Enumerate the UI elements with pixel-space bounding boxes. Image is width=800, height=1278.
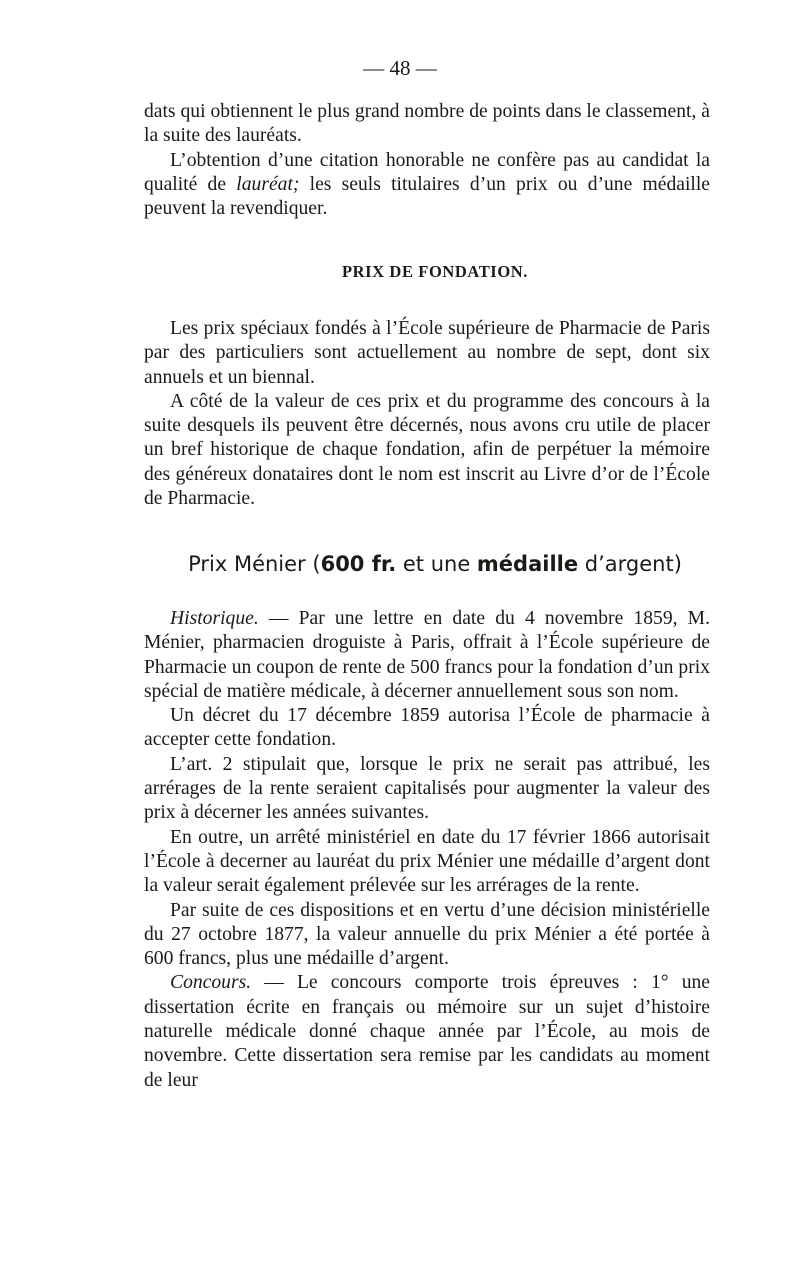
section-block (144, 317, 710, 511)
historique-text: — Par une lettre en date du 4 novembre 1859, M. Ménier, pharmacien droguiste à Paris, offrait à l’École supérieure de Pharmacie un coupon de rente de 500 francs pour la fondation d’un prix spécial de matière médicale, à décerner annuellement sous son nom. (144, 608, 710, 702)
intro-p2-end: les seuls titulaires d’un prix ou d’une médaille peuvent la revendiquer. (144, 173, 711, 220)
section-paragraph-2: A côté de la valeur de ces prix et du programme des concours à la suite desquels ils peuvent être décernés, nous avons cru utile de placer un bref historique de chaque fondation, afin de perpétuer la mémoire des généreux donataires dont le nom est inscrit au Livre d’or de l’École de Pharmacie. (144, 390, 710, 510)
intro-p2-start: L’obtention d’une citation honorable ne confère pas au candidat la qualité de (144, 149, 710, 195)
prize-title-part3: et une (396, 552, 477, 576)
suite-paragraph: Par suite de ces dispositions et en vertu d’une décision ministérielle du 27 octobre 1877, la valeur annuelle du prix Ménier a été portée à 600 francs, plus une médaille d’argent. (144, 899, 710, 970)
decret-paragraph: Un décret du 17 décembre 1859 autorisa l’École de pharmacie à accepter cette fondation. (144, 705, 710, 751)
laureat-italic: lauréat; (236, 173, 300, 195)
prize-title-part5: d’argent) (578, 552, 682, 576)
section-paragraph-1: Les prix spéciaux fondés à l’École supérieure de Pharmacie de Paris par des particuliers sont actuellement au nombre de sept, dont six annuels et un biennal. (144, 318, 710, 388)
concours-label: Concours. (170, 972, 252, 994)
historique-paragraph (144, 607, 710, 704)
intro-paragraph-1: dats qui obtiennent le plus grand nombre de points dans le classement, à la suite des lauréats. (144, 101, 710, 147)
concours-paragraph (144, 971, 710, 1092)
prize-title-part2: 600 fr. (320, 552, 397, 576)
arrete-paragraph: En outre, un arrêté ministériel en date du 17 février 1866 autorisait l’École à decerner au lauréat du prix Ménier une médaille d’argent dont la valeur serait également prélevée sur les arrérages de la rente. (144, 826, 710, 897)
historique-label: Historique. (170, 608, 259, 629)
prize-title-part4: médaille (476, 552, 579, 576)
prize-title (0, 552, 800, 576)
article-paragraph: L’art. 2 stipulait que, lorsque le prix ne serait pas attribué, les arrérages de la rente seraient capitalisés pour augmenter la valeur des prix à décerner les années suivantes. (144, 753, 710, 824)
intro-block (144, 100, 710, 221)
page-number: — 48 — (363, 56, 437, 80)
concours-text: — Le concours comporte trois épreuves : 1° une dissertation écrite en français ou mémoire sur un sujet d’histoire naturelle médicale donné chaque année par l’École, au mois de novembre. Cette dissertation sera remise par les candidats au moment de leur (144, 972, 710, 1091)
section-title: PRIX DE FONDATION. (341, 262, 529, 281)
intro-paragraph-2 (144, 149, 710, 222)
prize-block (144, 607, 710, 1093)
prize-title-part1: Prix Ménier ( (188, 552, 321, 576)
